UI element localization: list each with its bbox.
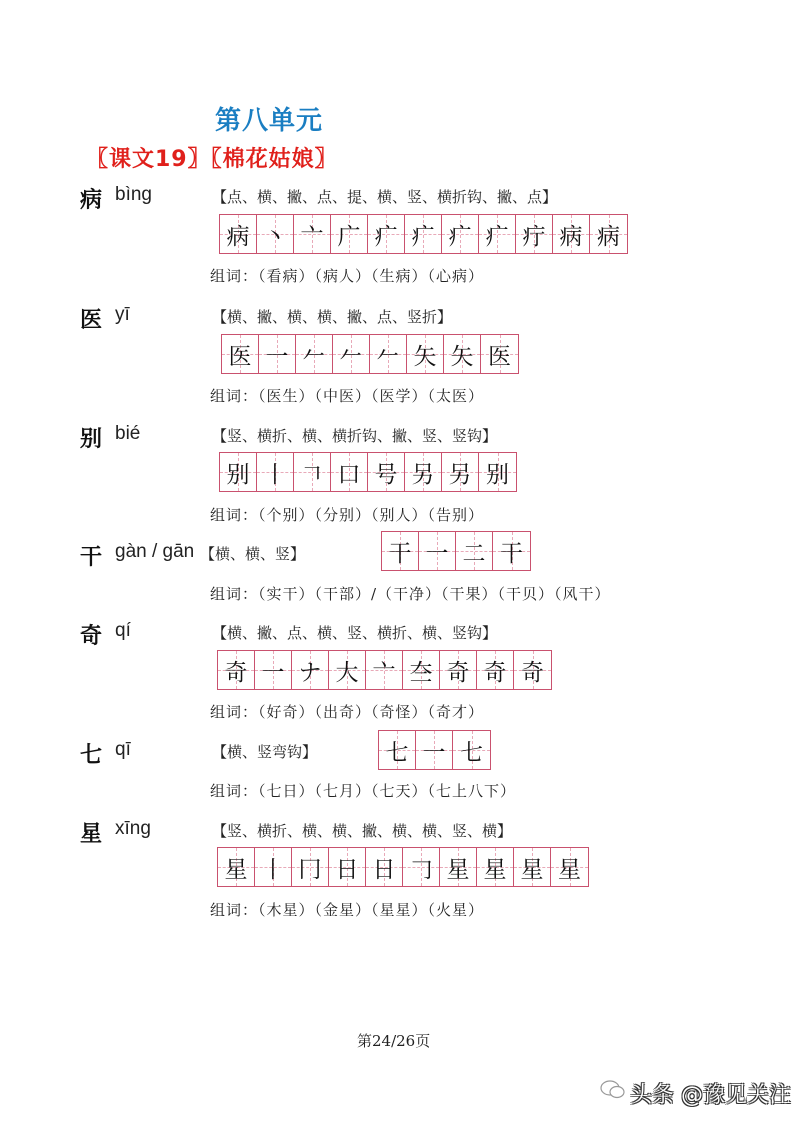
stroke-step: 一 xyxy=(422,739,446,766)
stroke-step: 夳 xyxy=(409,659,433,686)
pinyin: bié xyxy=(115,423,141,444)
grid-cell xyxy=(220,215,257,253)
stroke-step: 病 xyxy=(597,223,620,250)
stroke-step: 日 xyxy=(372,856,396,883)
pinyin: qí xyxy=(115,620,131,641)
stroke-step: 𠂉 xyxy=(302,343,326,370)
stroke-step: 别 xyxy=(486,461,509,488)
grid-cell xyxy=(514,848,551,886)
stroke-step: 亠 xyxy=(300,223,324,250)
stroke-step: 病 xyxy=(226,223,250,250)
grid-cell xyxy=(440,848,477,886)
stroke-order: 【竖、横折、横、横折钩、撇、竖、竖钩】 xyxy=(212,427,498,445)
stroke-grid xyxy=(378,730,491,770)
stroke-grid xyxy=(219,214,628,254)
grid-cell xyxy=(259,335,296,373)
stroke-order: 【点、横、撇、点、提、横、竖、横折钩、撇、点】 xyxy=(212,188,558,206)
stroke-step: 𠂉 xyxy=(376,343,400,370)
stroke-step: 矢 xyxy=(450,343,474,370)
stroke-step: 丨 xyxy=(263,461,287,488)
stroke-step: 奇 xyxy=(224,659,248,686)
grid-cell xyxy=(551,848,588,886)
word-list: 组词：（看病）（病人）（生病）（心病） xyxy=(210,267,485,285)
grid-cell xyxy=(440,651,477,689)
stroke-order: 【横、横、竖】 xyxy=(200,545,306,563)
stroke-step: 一 xyxy=(425,540,449,567)
grid-cell xyxy=(590,215,627,253)
word-list: 组词：（个别）（分别）（别人）（告别） xyxy=(210,506,485,524)
stroke-step: 一 xyxy=(265,343,289,370)
stroke-step: 日 xyxy=(335,856,359,883)
stroke-step: 𠃍 xyxy=(300,461,324,488)
grid-cell xyxy=(403,651,440,689)
character: 别 xyxy=(80,427,103,452)
stroke-order: 【横、撇、点、横、竖、横折、横、竖钩】 xyxy=(212,624,498,642)
grid-cell xyxy=(444,335,481,373)
stroke-step: 奇 xyxy=(483,659,507,686)
character: 医 xyxy=(80,308,103,333)
stroke-step: 大 xyxy=(335,659,359,686)
stroke-grid xyxy=(381,531,531,571)
grid-cell xyxy=(368,215,405,253)
stroke-step: 疒 xyxy=(485,223,509,250)
stroke-step: 广 xyxy=(337,223,361,250)
grid-cell xyxy=(222,335,259,373)
grid-cell xyxy=(416,731,453,769)
grid-cell xyxy=(514,651,551,689)
character: 病 xyxy=(80,188,103,213)
lesson-title: 〖课文19〗〖棉花姑娘〗 xyxy=(86,147,338,172)
grid-cell xyxy=(294,453,331,491)
grid-cell xyxy=(292,848,329,886)
stroke-step: ナ xyxy=(298,659,322,686)
stroke-step: 冂 xyxy=(298,856,322,883)
grid-cell xyxy=(370,335,407,373)
word-list: 组词：（医生）（中医）（医学）（太医） xyxy=(210,387,485,405)
grid-cell xyxy=(218,651,255,689)
grid-cell xyxy=(553,215,590,253)
grid-cell xyxy=(407,335,444,373)
stroke-step: 七 xyxy=(385,739,409,766)
grid-cell xyxy=(481,335,518,373)
grid-cell xyxy=(442,453,479,491)
stroke-grid xyxy=(217,847,589,887)
stroke-step: 星 xyxy=(224,856,248,883)
grid-cell xyxy=(379,731,416,769)
pinyin: bìng xyxy=(115,184,152,205)
stroke-step: 疔 xyxy=(522,223,546,250)
grid-cell xyxy=(493,532,530,570)
stroke-step: 另 xyxy=(448,461,472,488)
grid-cell xyxy=(255,848,292,886)
stroke-step: 干 xyxy=(500,540,523,567)
stroke-step: 病 xyxy=(559,223,583,250)
grid-cell xyxy=(220,453,257,491)
stroke-step: 医 xyxy=(228,343,252,370)
word-list: 组词：（好奇）（出奇）（奇怪）（奇才） xyxy=(210,703,485,721)
grid-cell xyxy=(479,215,516,253)
grid-cell xyxy=(257,453,294,491)
stroke-step: 奇 xyxy=(446,659,470,686)
stroke-step: 医 xyxy=(488,343,511,370)
character: 奇 xyxy=(80,624,103,649)
grid-cell xyxy=(403,848,440,886)
stroke-step: 亠 xyxy=(372,659,396,686)
grid-cell xyxy=(329,848,366,886)
grid-cell xyxy=(419,532,456,570)
grid-cell xyxy=(218,848,255,886)
stroke-step: 七 xyxy=(460,739,483,766)
word-list: 组词：（七日）（七月）（七天）（七上八下） xyxy=(210,782,517,800)
grid-cell xyxy=(366,651,403,689)
stroke-order: 【横、竖弯钩】 xyxy=(212,743,318,761)
grid-cell xyxy=(333,335,370,373)
stroke-order: 【横、撇、横、横、撇、点、竖折】 xyxy=(212,308,453,326)
grid-cell xyxy=(292,651,329,689)
stroke-step: 另 xyxy=(411,461,435,488)
grid-cell xyxy=(331,453,368,491)
stroke-step: 星 xyxy=(483,856,507,883)
stroke-step: 星 xyxy=(446,856,470,883)
character: 星 xyxy=(80,822,103,847)
grid-cell xyxy=(296,335,333,373)
stroke-step: 𠃌 xyxy=(409,856,433,883)
stroke-step: 一 xyxy=(261,659,285,686)
grid-cell xyxy=(405,215,442,253)
stroke-step: 𠂉 xyxy=(339,343,363,370)
unit-title: 第八单元 xyxy=(215,106,324,136)
pinyin: xīng xyxy=(115,818,151,839)
grid-cell xyxy=(329,651,366,689)
character: 七 xyxy=(80,743,103,768)
grid-cell xyxy=(257,215,294,253)
stroke-step: 口 xyxy=(337,461,361,488)
stroke-step: 丶 xyxy=(263,223,287,250)
word-list: 组词：（实干）（干部）/（干净）（干果）（干贝）（风干） xyxy=(210,585,611,603)
pinyin: gàn / gān xyxy=(115,541,195,562)
grid-cell xyxy=(453,731,490,769)
grid-cell xyxy=(442,215,479,253)
stroke-step: 星 xyxy=(520,856,544,883)
character: 干 xyxy=(80,545,103,570)
pinyin: yī xyxy=(115,304,130,325)
grid-cell xyxy=(477,848,514,886)
stroke-step: 号 xyxy=(374,461,398,488)
grid-cell xyxy=(477,651,514,689)
grid-cell xyxy=(405,453,442,491)
stroke-step: 疒 xyxy=(374,223,398,250)
grid-cell xyxy=(366,848,403,886)
stroke-grid xyxy=(221,334,519,374)
page-number: 第24/26页 xyxy=(357,1032,431,1050)
grid-cell xyxy=(331,215,368,253)
watermark: 头条 @豫见关注 xyxy=(630,1083,791,1108)
grid-cell xyxy=(255,651,292,689)
grid-cell xyxy=(479,453,516,491)
pinyin: qī xyxy=(115,739,131,760)
stroke-step: 丨 xyxy=(261,856,285,883)
stroke-order: 【竖、横折、横、横、撇、横、横、竖、横】 xyxy=(212,822,513,840)
stroke-grid xyxy=(217,650,552,690)
grid-cell xyxy=(516,215,553,253)
stroke-step: 疒 xyxy=(448,223,472,250)
stroke-step: 矢 xyxy=(413,343,437,370)
stroke-step: 奇 xyxy=(521,659,544,686)
grid-cell xyxy=(368,453,405,491)
stroke-grid xyxy=(219,452,517,492)
wechat-icon xyxy=(600,1080,626,1100)
stroke-step: 二 xyxy=(462,540,486,567)
stroke-step: 疒 xyxy=(411,223,435,250)
stroke-step: 星 xyxy=(558,856,581,883)
grid-cell xyxy=(456,532,493,570)
word-list: 组词：（木星）（金星）（星星）（火星） xyxy=(210,901,485,919)
stroke-step: 干 xyxy=(388,540,412,567)
stroke-step: 别 xyxy=(226,461,250,488)
grid-cell xyxy=(382,532,419,570)
grid-cell xyxy=(294,215,331,253)
